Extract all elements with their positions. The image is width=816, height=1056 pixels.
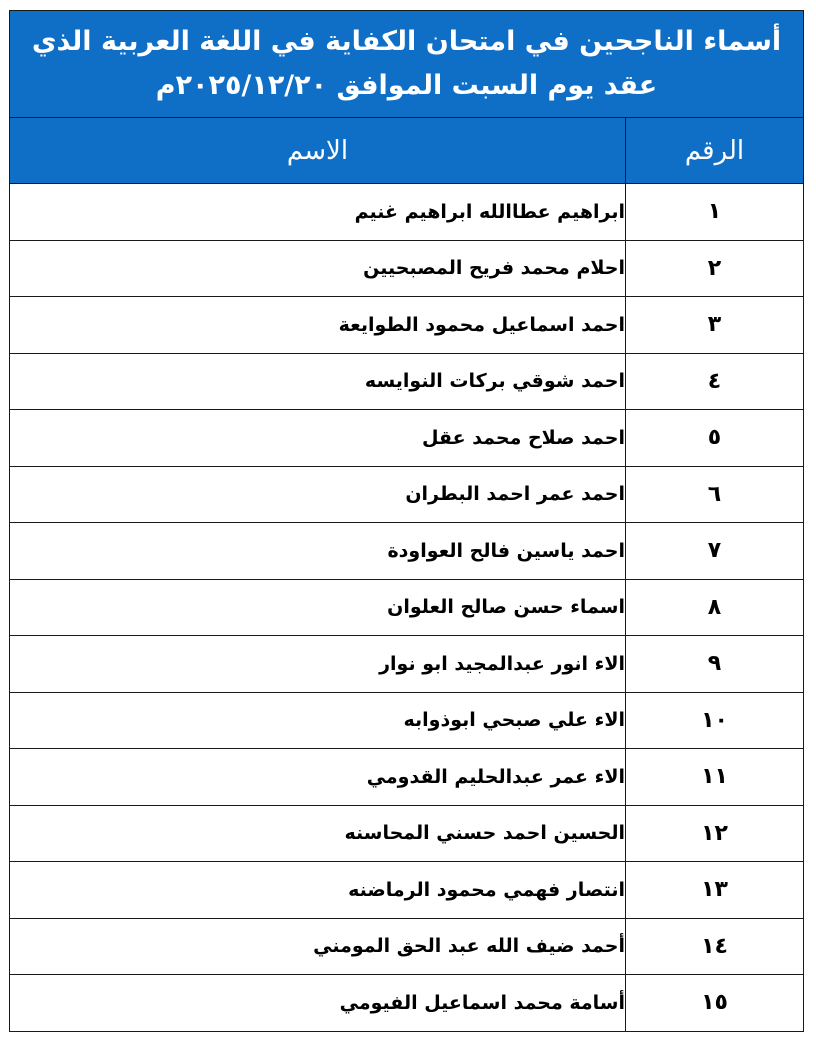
table-row bbox=[10, 410, 804, 467]
row-number: ٩ bbox=[626, 636, 804, 693]
row-number: ١ bbox=[626, 184, 804, 241]
row-name: أسامة محمد اسماعيل الفيومي bbox=[10, 975, 626, 1032]
row-name: ابراهيم عطاالله ابراهيم غنيم bbox=[10, 184, 626, 241]
table-body bbox=[10, 184, 804, 1032]
row-number: ٧ bbox=[626, 523, 804, 580]
row-number: ٦ bbox=[626, 466, 804, 523]
table-row bbox=[10, 579, 804, 636]
row-name: انتصار فهمي محمود الرماضنه bbox=[10, 862, 626, 919]
table-row bbox=[10, 297, 804, 354]
row-name: الاء عمر عبدالحليم القدومي bbox=[10, 749, 626, 806]
row-number: ٣ bbox=[626, 297, 804, 354]
table-row bbox=[10, 466, 804, 523]
row-name: احلام محمد فريح المصبحيين bbox=[10, 240, 626, 297]
table-row bbox=[10, 862, 804, 919]
row-number: ١٢ bbox=[626, 805, 804, 862]
row-name: احمد شوقي بركات النوايسه bbox=[10, 353, 626, 410]
row-name: احمد صلاح محمد عقل bbox=[10, 410, 626, 467]
row-number: ٢ bbox=[626, 240, 804, 297]
title-line-2: عقد يوم السبت الموافق ٢٠٢٥/١٢/٢٠م bbox=[155, 70, 658, 101]
results-table bbox=[9, 10, 804, 1032]
table-row bbox=[10, 975, 804, 1032]
row-name: الحسين احمد حسني المحاسنه bbox=[10, 805, 626, 862]
row-number: ١٠ bbox=[626, 692, 804, 749]
table-row bbox=[10, 749, 804, 806]
row-name: الاء انور عبدالمجيد ابو نوار bbox=[10, 636, 626, 693]
document-title bbox=[10, 11, 804, 118]
row-number: ١٥ bbox=[626, 975, 804, 1032]
table-row bbox=[10, 636, 804, 693]
row-number: ١٣ bbox=[626, 862, 804, 919]
row-name: احمد عمر احمد البطران bbox=[10, 466, 626, 523]
table-row bbox=[10, 692, 804, 749]
row-number: ٥ bbox=[626, 410, 804, 467]
row-number: ١٤ bbox=[626, 918, 804, 975]
column-header-row bbox=[10, 118, 804, 184]
row-name: الاء علي صبحي ابوذوابه bbox=[10, 692, 626, 749]
results-sheet bbox=[10, 10, 804, 1032]
row-name: احمد ياسين فالح العواودة bbox=[10, 523, 626, 580]
row-name: اسماء حسن صالح العلوان bbox=[10, 579, 626, 636]
table-row bbox=[10, 353, 804, 410]
table-row bbox=[10, 918, 804, 975]
title-row bbox=[10, 11, 804, 118]
column-header-number: الرقم bbox=[626, 118, 804, 184]
row-number: ٨ bbox=[626, 579, 804, 636]
row-name: أحمد ضيف الله عبد الحق المومني bbox=[10, 918, 626, 975]
column-header-name: الاسم bbox=[10, 118, 626, 184]
table-row bbox=[10, 240, 804, 297]
table-row bbox=[10, 805, 804, 862]
row-name: احمد اسماعيل محمود الطوايعة bbox=[10, 297, 626, 354]
title-line-1: أسماء الناجحين في امتحان الكفاية في اللغة العربية الذي bbox=[31, 26, 782, 57]
table-row bbox=[10, 523, 804, 580]
row-number: ٤ bbox=[626, 353, 804, 410]
row-number: ١١ bbox=[626, 749, 804, 806]
table-row bbox=[10, 184, 804, 241]
